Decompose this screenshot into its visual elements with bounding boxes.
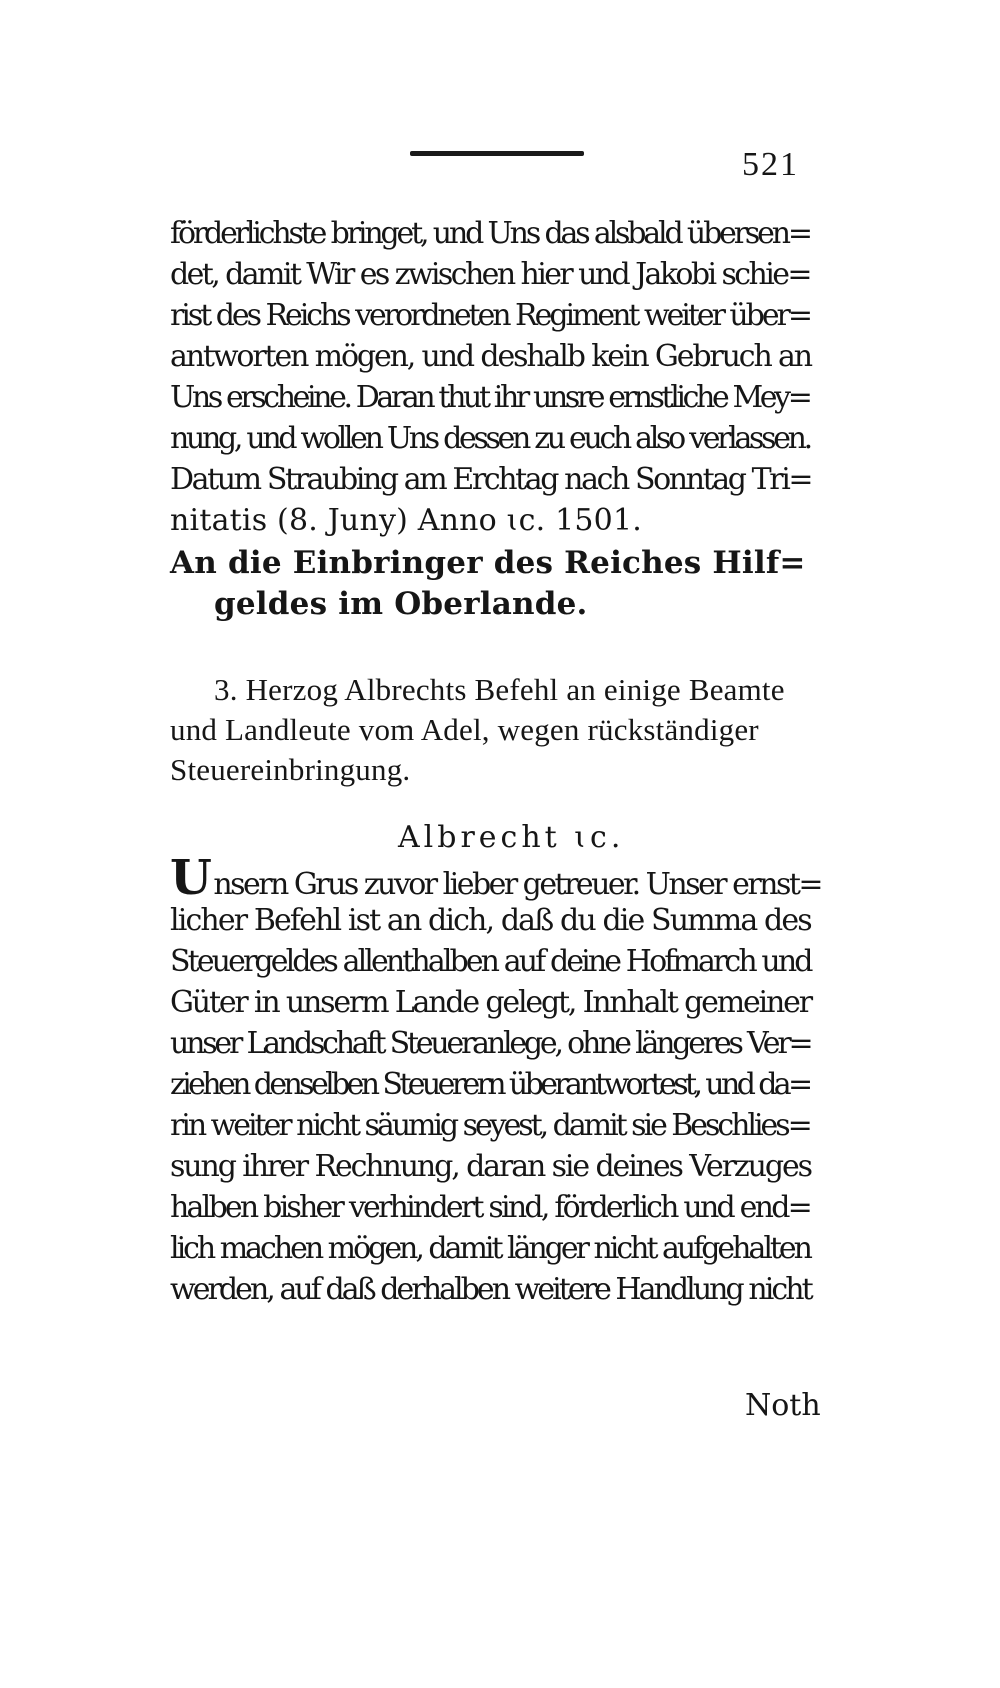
text-line: nsern Grus zuvor lieber getreuer. Unser ernst= xyxy=(213,867,821,902)
catchword: Noth xyxy=(745,1388,821,1423)
text-line: halben bisher verhindert sind, förderlich und end= xyxy=(170,1190,810,1225)
text-line: förderlichste bringet, und Uns das alsbald übersen= xyxy=(170,216,810,251)
header-rule xyxy=(410,151,584,156)
dropcap: U xyxy=(170,850,210,906)
text-line: Uns erscheine. Daran thut ihr unsre ernstliche Mey= xyxy=(170,380,810,415)
section-heading-line: und Landleute vom Adel, wegen rückständiger xyxy=(170,712,759,747)
text-line: licher Befehl ist an dich, daß du die Summa des xyxy=(170,903,811,938)
page-number: 521 xyxy=(742,146,799,183)
text-line: antworten mögen, und deshalb kein Gebruch an xyxy=(170,339,811,374)
salutation-name: Albrecht ɩc. xyxy=(398,820,625,855)
address-line: geldes im Oberlande. xyxy=(214,586,588,622)
text-line: ziehen denselben Steuerern überantwortest, und da= xyxy=(170,1067,810,1102)
text-line: det, damit Wir es zwischen hier und Jakobi schie= xyxy=(170,257,810,292)
text-line: rin weiter nicht säumig seyest, damit sie Beschlies= xyxy=(170,1108,810,1143)
paragraph-first-line xyxy=(170,850,821,906)
text-line: unser Landschaft Steueranlege, ohne längeres Ver= xyxy=(170,1026,811,1061)
text-line: rist des Reichs verordneten Regiment weiter über= xyxy=(170,298,810,333)
section-heading-line: 3. Herzog Albrechts Befehl an einige Beamte xyxy=(214,672,785,707)
text-line: Güter in unserm Lande gelegt, Innhalt gemeiner xyxy=(170,985,811,1020)
text-line: werden, auf daß derhalben weitere Handlung nicht xyxy=(170,1272,811,1307)
text-line: Datum Straubing am Erchtag nach Sonntag Tri= xyxy=(170,462,812,497)
text-line: nung, und wollen Uns dessen zu euch also verlassen. xyxy=(170,421,810,456)
text-line: lich machen mögen, damit länger nicht aufgehalten xyxy=(170,1231,810,1266)
section-heading-line: Steuereinbringung. xyxy=(170,752,411,787)
text-line: sung ihrer Rechnung, daran sie deines Verzuges xyxy=(170,1149,811,1184)
address-line: An die Einbringer des Reiches Hilf= xyxy=(170,545,806,581)
text-line: nitatis (8. Juny) Anno ɩc. 1501. xyxy=(170,503,642,538)
text-line: Steuergeldes allenthalben auf deine Hofmarch und xyxy=(170,944,811,979)
